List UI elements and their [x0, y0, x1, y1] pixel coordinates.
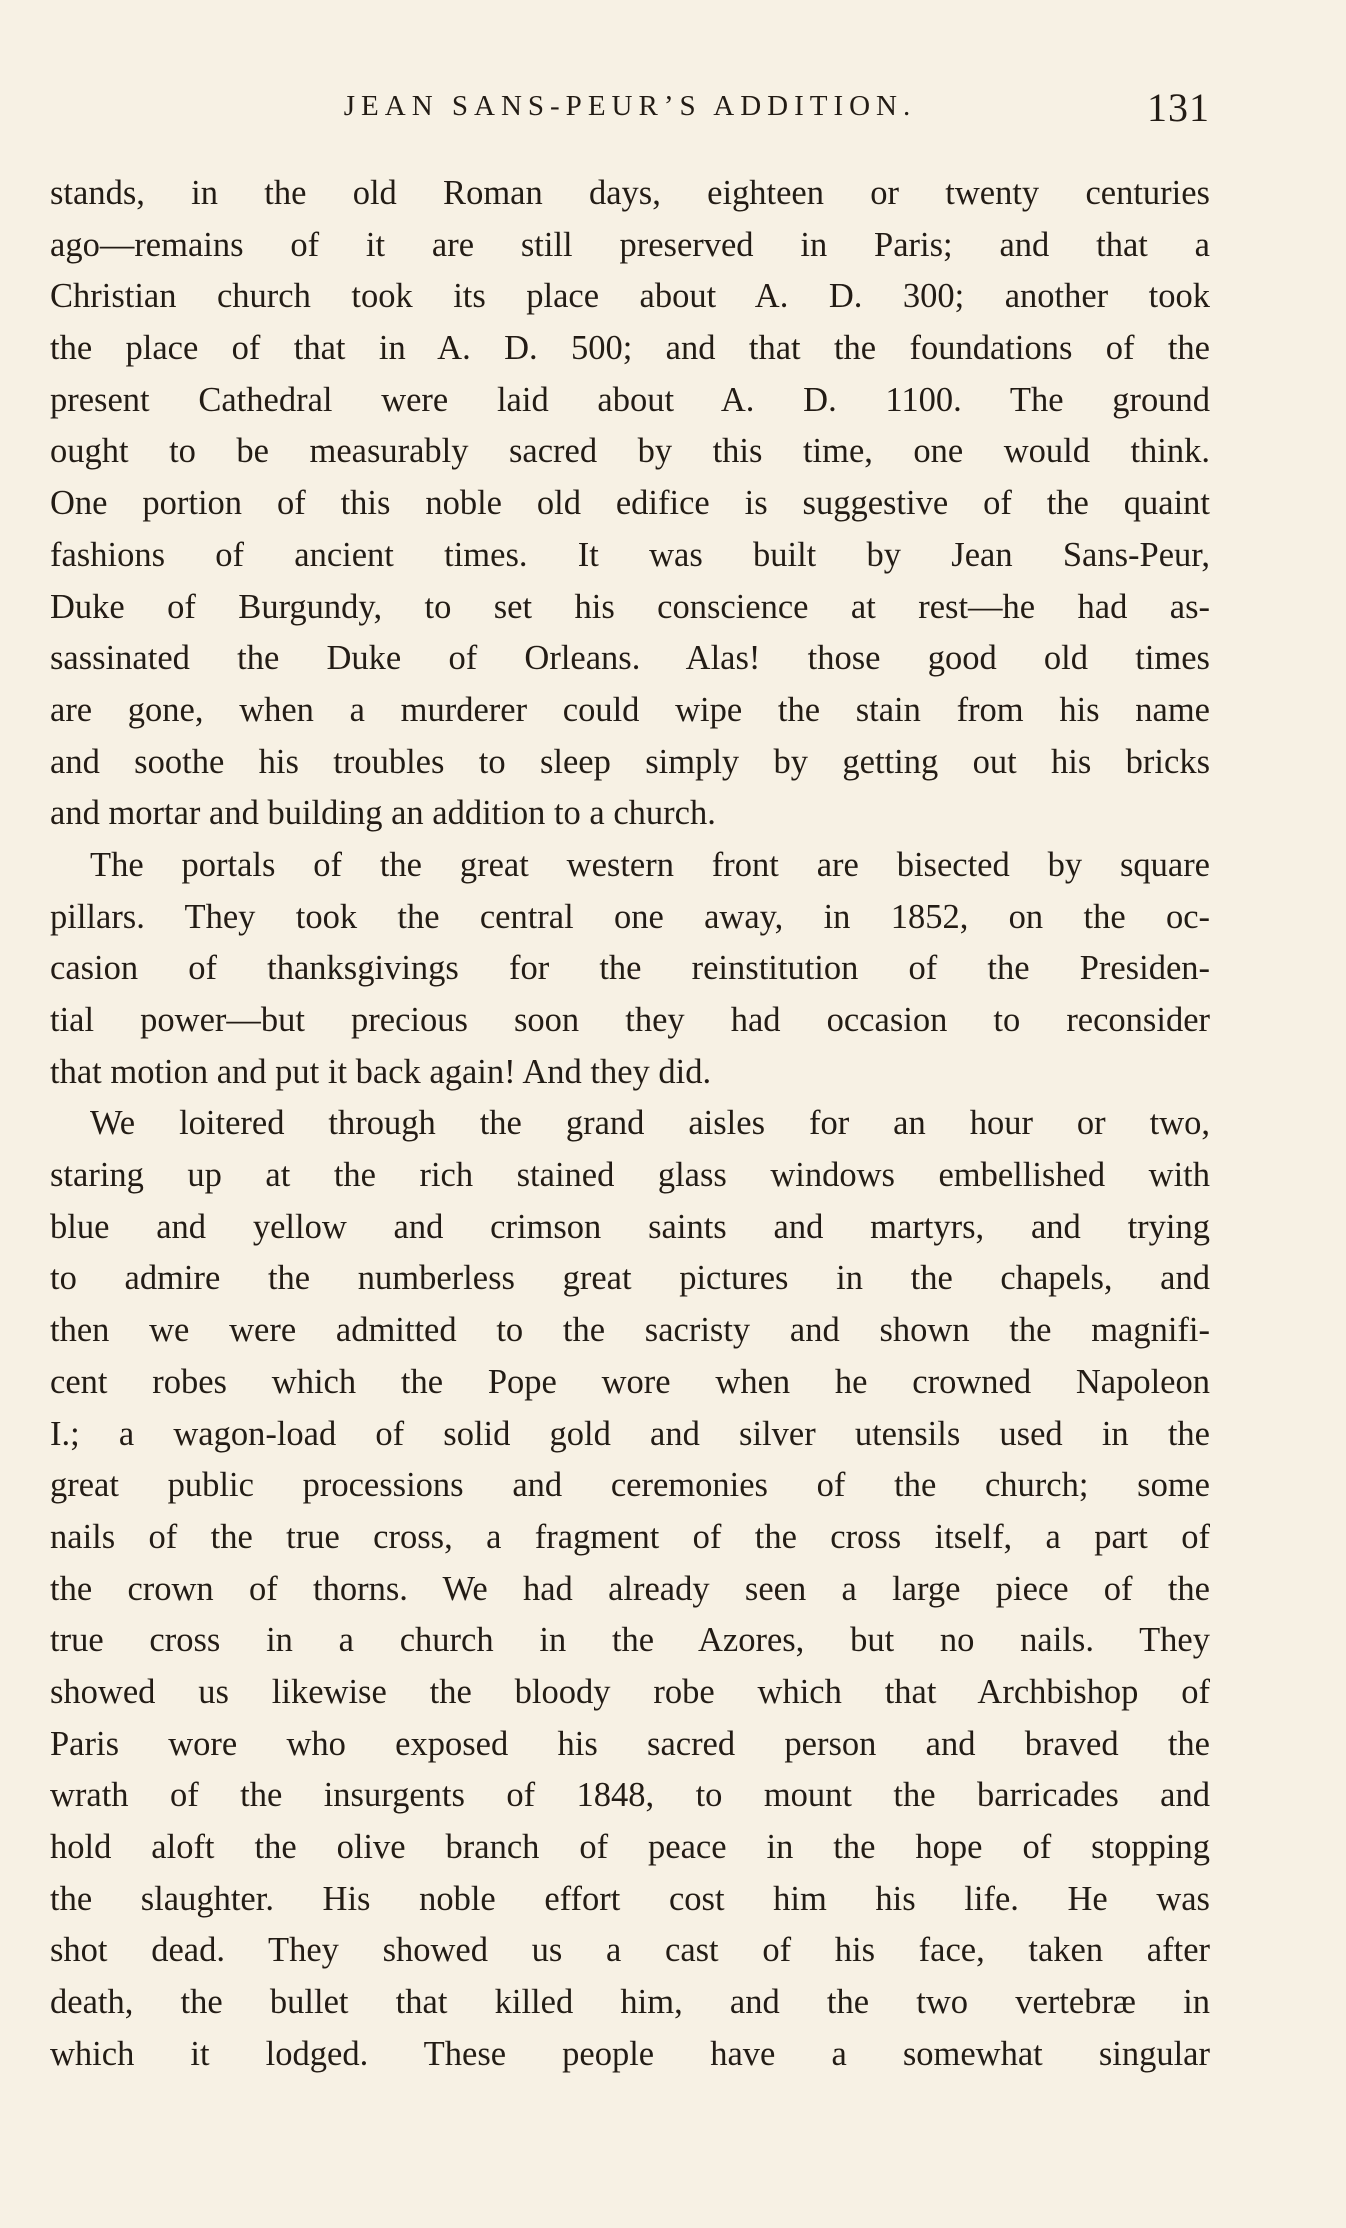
text-line: One portion of this noble old edifice is suggestive of the quaint: [50, 484, 1210, 523]
text-line: to admire the numberless great pictures in the chapels, and: [50, 1259, 1210, 1298]
running-head: [50, 84, 1210, 134]
text-line: stands, in the old Roman days, eighteen or twenty centuries: [50, 174, 1210, 212]
text-line: present Cathedral were laid about A. D. 1100. The ground: [50, 380, 1210, 419]
text-line: Christian church took its place about A. D. 300; another took: [50, 277, 1210, 316]
text-line: and soothe his troubles to sleep simply by getting out his bricks: [50, 742, 1210, 781]
text-line: nails of the true cross, a fragment of the cross itself, a part of: [50, 1517, 1210, 1556]
text-line: the slaughter. His noble effort cost him his life. He was: [50, 1879, 1210, 1918]
text-line: ago—remains of it are still preserved in Paris; and that a: [50, 225, 1210, 264]
running-title: JEAN SANS-PEUR’S ADDITION.: [343, 90, 917, 122]
text-line: great public processions and ceremonies of the church; some: [50, 1466, 1210, 1505]
text-line: cent robes which the Pope wore when he crowned Napoleon: [50, 1362, 1210, 1401]
text-line: pillars. They took the central one away, in 1852, on the oc-: [50, 897, 1210, 936]
text-line: which it lodged. These people have a somewhat singular: [50, 2034, 1210, 2073]
text-line: blue and yellow and crimson saints and martyrs, and trying: [50, 1207, 1210, 1246]
text-line: wrath of the insurgents of 1848, to mount the barricades and: [50, 1776, 1210, 1815]
text-line: We loitered through the grand aisles for an hour or two,: [90, 1104, 1210, 1143]
text-line: that motion and put it back again! And they did.: [50, 1052, 712, 1091]
text-line: sassinated the Duke of Orleans. Alas! those good old times: [50, 639, 1210, 678]
page-number: 131: [1147, 85, 1210, 130]
body-text: [50, 168, 1210, 2080]
text-line: staring up at the rich stained glass windows embellished with: [50, 1156, 1210, 1195]
text-line: Paris wore who exposed his sacred person and braved the: [50, 1724, 1210, 1763]
text-line: are gone, when a murderer could wipe the stain from his name: [50, 690, 1210, 729]
text-line: I.; a wagon-load of solid gold and silver utensils used in the: [50, 1414, 1210, 1453]
text-line: ought to be measurably sacred by this time, one would think.: [50, 432, 1210, 471]
text-line: death, the bullet that killed him, and the two vertebræ in: [50, 1983, 1210, 2022]
text-line: the place of that in A. D. 500; and that the foundations of the: [50, 329, 1210, 368]
text-line: showed us likewise the bloody robe which that Archbishop of: [50, 1672, 1210, 1711]
text-line: The portals of the great western front are bisected by square: [90, 845, 1210, 884]
text-line: hold aloft the olive branch of peace in the hope of stopping: [50, 1828, 1210, 1866]
text-line: then we were admitted to the sacristy and shown the magnifi-: [50, 1311, 1210, 1350]
text-line: Duke of Burgundy, to set his conscience at rest—he had as-: [50, 587, 1210, 626]
text-line: tial power—but precious soon they had occasion to reconsider: [50, 1001, 1210, 1039]
text-line: true cross in a church in the Azores, but no nails. They: [50, 1621, 1210, 1660]
text-line: the crown of thorns. We had already seen a large piece of the: [50, 1569, 1210, 1608]
text-line: shot dead. They showed us a cast of his face, taken after: [50, 1931, 1210, 1970]
text-line: fashions of ancient times. It was built by Jean Sans-Peur,: [50, 535, 1210, 574]
text-line: and mortar and building an addition to a church.: [50, 794, 716, 833]
text-line: casion of thanksgivings for the reinstitution of the Presiden-: [50, 949, 1210, 988]
